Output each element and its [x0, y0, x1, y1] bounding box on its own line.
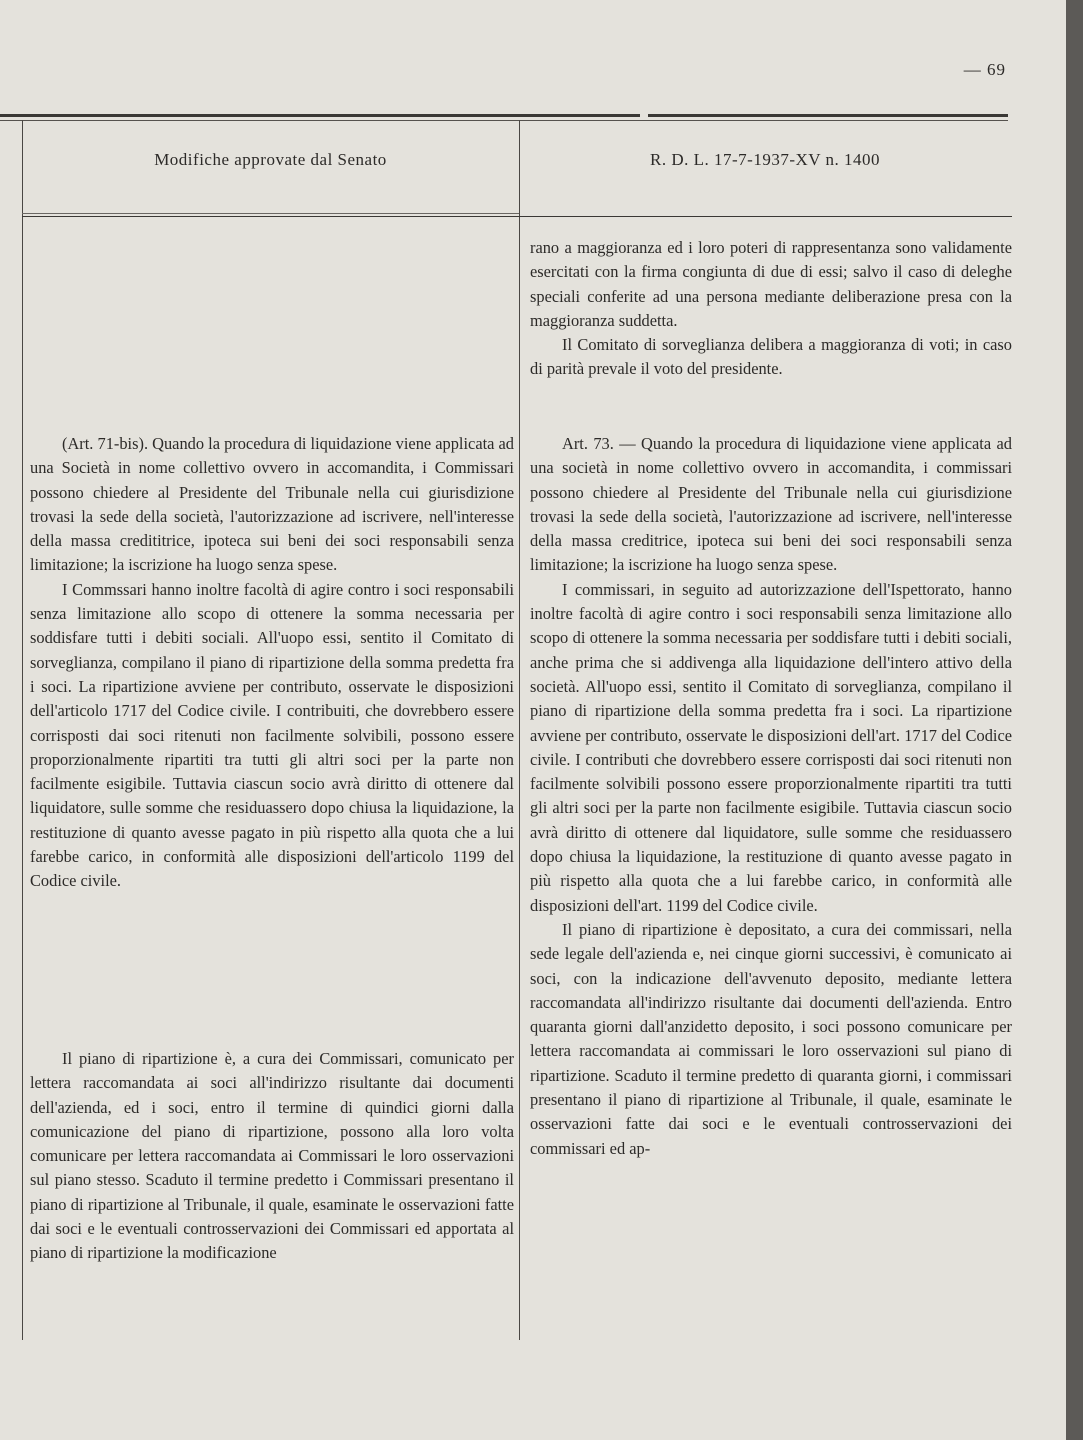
- header-rule-left: [22, 213, 519, 214]
- page-number: — 69: [963, 60, 1006, 79]
- right-paragraph-0a: rano a maggioranza ed i loro poteri di rappresentanza sono validamente esercitati con la firma congiunta di due di essi; salvo il caso di deleghe speciali conferite ad una persona mediante deliberazione presa con la maggioranza suddetta.: [530, 238, 1012, 330]
- column-divider: [519, 120, 520, 1340]
- left-article-block-2: [30, 1047, 514, 1266]
- right-paragraph-0b: Il Comitato di sorveglianza delibera a maggioranza di voti; in caso di parità prevale il voto del presidente.: [530, 335, 1012, 379]
- top-rule: [0, 114, 640, 117]
- left-paragraph-2: I Commssari hanno inoltre facoltà di agire contro i soci responsabili senza limitazione allo scopo di ottenere la somma necessaria per soddisfare tutti i debiti sociali. All'uopo essi, sentito il Comitato di sorveglianza, compilano il piano di ripartizione della somma predetta fra i soci. La ripartizione avviene per contributo, osservate le disposizioni dell'articolo 1717 del Codice civile. I contribuiti, che dovrebbero essere corrisposti dai soci ritenuti non facilmente solvibili, possono essere proporzionalmente ripartiti tra tutti gli altri soci per la parte non facilmente esigibile. Tuttavia ciascun socio avrà diritto di ottenere dal liquidatore, sulle somme che residuassero dopo chiusa la liquidazione, la restituzione di quanto avesse pagato in più rispetto alla quota che a lui farebbe carico, in conformità alle disposizioni dell'articolo 1199 del Codice civile.: [30, 579, 514, 891]
- header-rule: [22, 216, 1012, 217]
- left-paragraph-3: Il piano di ripartizione è, a cura dei Commissari, comunicato per lettera raccomandata ai soci all'indirizzo risultante dai documenti dell'azienda, ed i soci, entro il termine di quindici giorni dalla comunicazione del piano di ripartizione, possono alla loro volta comunicare per lettera raccomandata ai Commissari le loro osservazioni sul piano stesso. Scaduto il termine predetto i Commissari presentano il piano di ripartizione al Tribunale, il quale, esaminate le osservazioni fatte dai soci e le eventuali controsservazioni dei Commissari ed apportata al piano di ripartizione la modificazione: [30, 1049, 514, 1263]
- right-paragraph-2: I commissari, in seguito ad autorizzazione dell'Ispettorato, hanno inoltre facoltà di agire contro i soci responsabili senza limitazione allo scopo di ottenere la somma necessaria per soddisfare tutti i debiti sociali, anche prima che si addivenga alla liquidazione dell'intero attivo della società. All'uopo essi, sentito il Comitato di sorveglianza, compilano il piano di ripartizione della somma predetta fra i soci. La ripartizione avviene per contributo, osservate le disposizioni dell'art. 1717 del Codice civile. I contributi che dovrebbero essere corrisposti dai soci ritenuti non facilmente solvibili possono essere proporzionalmente ripartiti tra tutti gli altri soci per la parte non facilmente esigibile. Tuttavia ciascun socio avrà diritto di ottenere dal liquidatore, sulle somme che residuassero dopo chiusa la liquidazione, la restituzione di quanto avesse pagato in più rispetto alla quota che a lui farebbe carico, in conformità alle disposizioni dell'art. 1199 del Codice civile.: [530, 579, 1012, 915]
- right-paragraph-1: Art. 73. — Quando la procedura di liquidazione viene applicata ad una società in nome collettivo ovvero in accomandita, i commissari possono chiedere al Presidente del Tribunale nella cui giurisdizione trovasi la sede della società, l'autorizzazione ad iscrivere, nell'interesse della massa creditrice, ipoteca sui beni dei soci responsabili senza limitazione; la iscrizione ha luogo senza spese.: [530, 434, 1012, 575]
- right-continuation-block: [530, 236, 1012, 382]
- top-rule-thin: [0, 120, 1008, 121]
- left-border: [22, 120, 23, 1340]
- left-column-header: Modifiche approvate dal Senato: [154, 150, 387, 169]
- right-paragraph-3: Il piano di ripartizione è depositato, a cura dei commissari, nella sede legale dell'azienda e, nei cinque giorni successivi, è comunicato ai soci, con la indicazione dell'avvenuto deposito, mediante lettera raccomandata all'indirizzo risultante dai documenti dell'azienda. Entro quaranta giorni dall'anzidetto deposito, i soci possono comunicare per lettera raccomandata ai commissari le loro osservazioni sul piano di ripartizione. Scaduto il termine predetto di quaranta giorni, i commissari presentano il piano di ripartizione al Tribunale, il quale, esaminate le osservazioni fatte dai soci e le eventuali controsservazioni dei commissari ed ap-: [530, 919, 1012, 1158]
- left-article-block: [30, 432, 514, 894]
- left-paragraph-1: (Art. 71-bis). Quando la procedura di liquidazione viene applicata ad una Società in nome collettivo ovvero in accomandita, i Commissari possono chiedere al Presidente del Tribunale nella cui giurisdizione trovasi la sede della società, l'autorizzazione ad iscrivere, nell'interesse della massa credititrice, ipoteca sui beni dei soci responsabili senza limitazione; la iscrizione ha luogo senza spese.: [30, 434, 514, 575]
- top-rule-right: [648, 114, 1008, 117]
- right-article-block: [530, 432, 1012, 1161]
- right-column-header: R. D. L. 17-7-1937-XV n. 1400: [650, 150, 880, 169]
